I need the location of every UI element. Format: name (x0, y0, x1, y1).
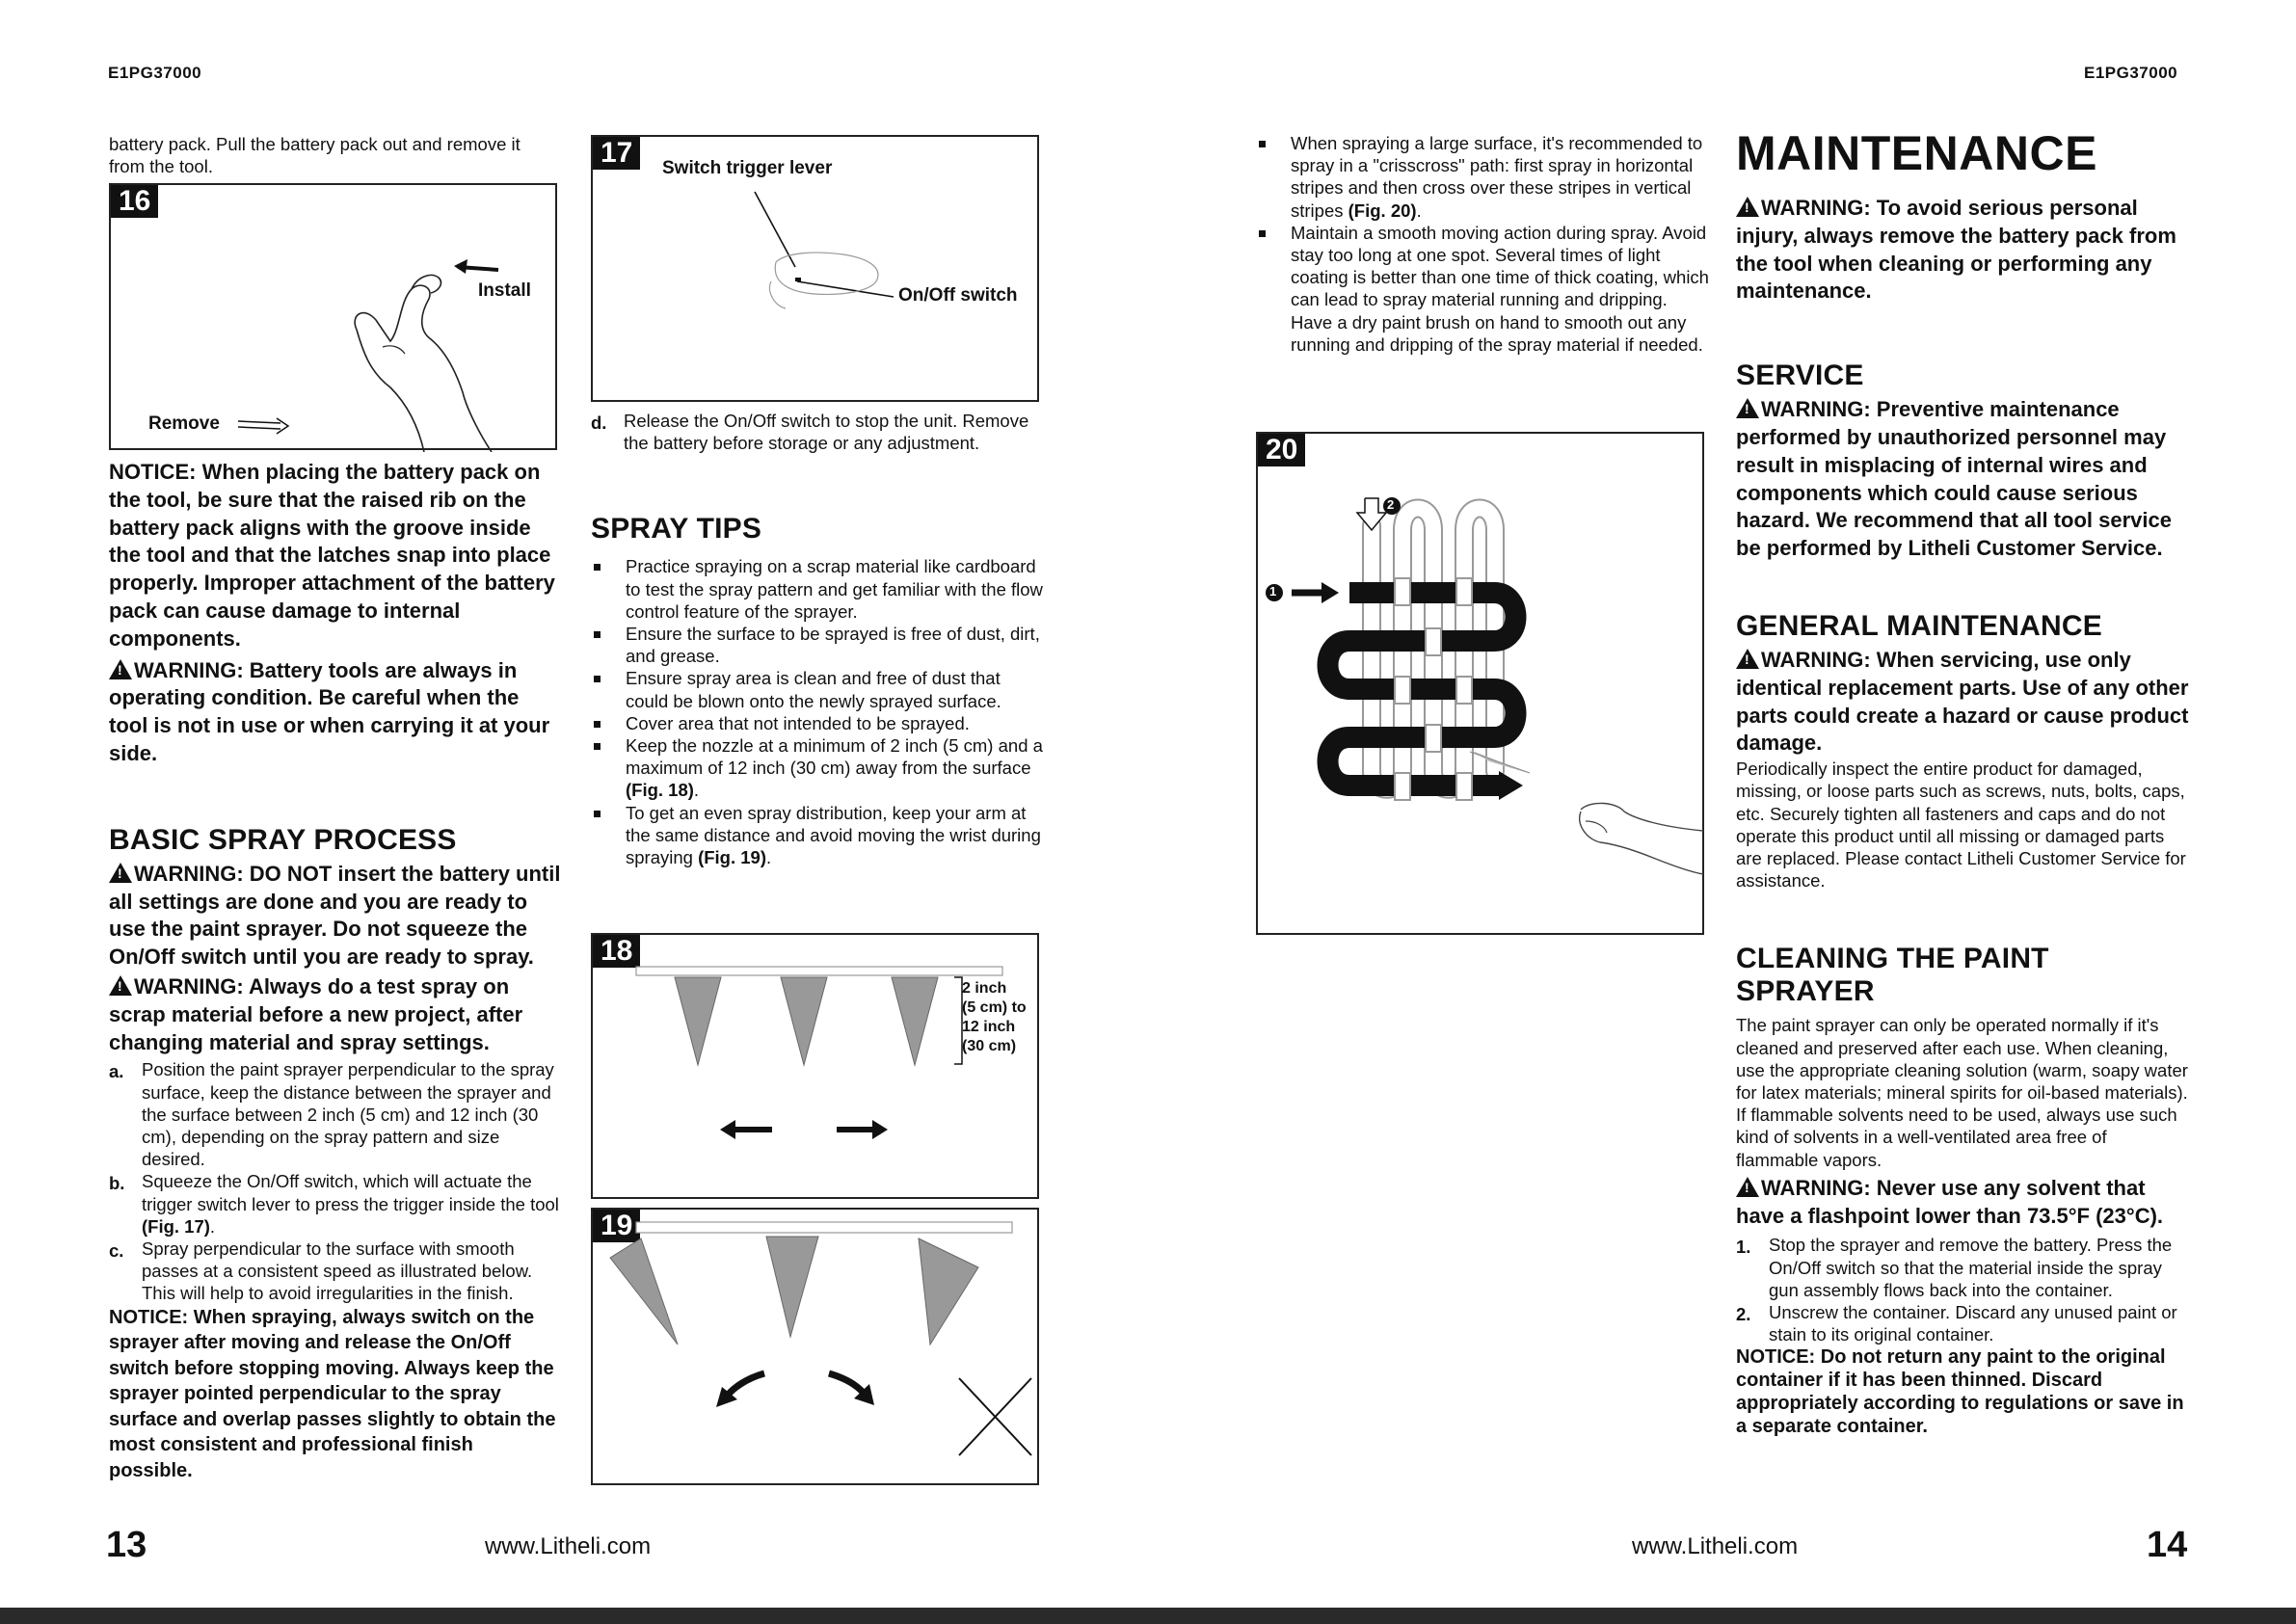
warning-battery-tools (109, 657, 562, 768)
warning-text: DO NOT insert the battery until all settings are done and you are ready to use the paint sprayer. Do not squeeze the On/Off switch until you are ready to spray. (109, 861, 561, 970)
warning-flashpoint (1736, 1175, 2189, 1231)
trigger-lever-label: Switch trigger lever (662, 158, 833, 178)
warning-label: WARNING: (1761, 397, 1871, 422)
figure-label: 16 (111, 185, 158, 218)
notice-label: NOTICE: (1736, 1346, 1816, 1369)
notice-text: Do not return any paint to the original container if it has been thinned. Discard appropriately according to regulations or save in a separate container. (1736, 1346, 2184, 1438)
document-code-left: E1PG37000 (108, 64, 202, 82)
page-number-left: 13 (106, 1525, 147, 1565)
warning-remove-battery (1736, 195, 2189, 306)
tip-item: Practice spraying on a scrap material like cardboard to test the spray pattern and get familiar with the flow control feature of the sprayer. (591, 555, 1044, 623)
figure-label: 19 (593, 1210, 640, 1242)
warning-icon (1736, 1177, 1759, 1197)
tip-item: Ensure spray area is clean and free of dust that could be blown onto the newly sprayed surface. (591, 667, 1044, 711)
cleaning-step: 1. Stop the sprayer and remove the battery. Press the On/Off switch so that the material inside the spray gun assembly flows back into the container. (1736, 1235, 2173, 1300)
marker-2: 2 (1387, 497, 1395, 512)
warning-test-spray (109, 973, 562, 1056)
figure-20 (1256, 432, 1704, 935)
notice-label: NOTICE: (109, 460, 197, 484)
general-maintenance-heading: GENERAL MAINTENANCE (1736, 609, 2102, 642)
perpendicular-spray-illustration (593, 935, 1041, 1201)
crisscross-tips-list (1256, 132, 1709, 356)
notice-label: NOTICE: (109, 1306, 189, 1328)
warning-text: Battery tools are always in operating condition. Be careful when the tool is not in use or when carrying it at your side. (109, 657, 550, 765)
cleaning-step: 2. Unscrew the container. Discard any unused paint or stain to its original container. (1736, 1302, 2177, 1345)
warning-label: WARNING: (134, 973, 244, 998)
cleaning-steps-list (1736, 1234, 2189, 1345)
marker-1: 1 (1269, 584, 1277, 599)
intro-text: battery pack. Pull the battery pack out and remove it from the tool. (109, 134, 521, 177)
column-1-lower (109, 459, 562, 1483)
warning-icon (1736, 398, 1759, 418)
tip-item: Maintain a smooth moving action during spray. Avoid stay too long at one spot. Several times of light coating is better than one time of thick coating, which can lead to spray material running and dripping. Have a dry paint brush on hand to smooth out any running and dripping of the spray material if needed. (1256, 222, 1709, 356)
basic-spray-heading: BASIC SPRAY PROCESS (109, 823, 457, 856)
warning-text: To avoid serious personal injury, always remove the battery pack from the tool when cleaning or performing any maintenance. (1736, 196, 2176, 304)
warning-text: Always do a test spray on scrap material before a new project, after changing material and spray settings. (109, 973, 523, 1054)
distance-label: 2 inch (5 cm) to 12 inch (30 cm) (962, 980, 1027, 1054)
warning-icon (109, 975, 132, 996)
maintenance-title: MAINTENANCE (1736, 126, 2097, 180)
warning-icon (109, 863, 132, 883)
notice-thinned-paint (1736, 1345, 2189, 1438)
tip-item: To get an even spray distribution, keep your arm at the same distance and avoid moving the wrist during spraying (Fig. 19). (591, 802, 1044, 869)
warning-text: Preventive maintenance performed by unauthorized personnel may result in misplacing of internal wires and components which could cause serious hazard. We recommend that all tool service be performed by Litheli Customer Service. (1736, 397, 2172, 561)
warning-icon (1736, 197, 1759, 217)
bottom-edge-bar (0, 1608, 2296, 1624)
tip-item: Keep the nozzle at a minimum of 2 inch (5 cm) and a maximum of 12 inch (30 cm) away from the surface (Fig. 18). (591, 734, 1044, 802)
step-d: d. Release the On/Off switch to stop the unit. Remove the battery before storage or any adjustment. (591, 411, 1029, 454)
warning-icon (109, 659, 132, 679)
notice-text: When placing the battery pack on the tool, be sure that the raised rib on the battery pack aligns with the groove inside the tool and that the latches snap into place properly. Improper attachment of the battery pack can cause damage to internal components. (109, 460, 555, 651)
warning-label: WARNING: (134, 861, 244, 886)
step-c: c. Spray perpendicular to the surface with smooth passes at a consistent speed as illustrated below. This will help to avoid irregularities in the finish. (109, 1238, 533, 1304)
warning-icon (1736, 649, 1759, 669)
crisscross-pattern-illustration (1258, 434, 1706, 937)
warning-replacement-parts (1736, 647, 2189, 758)
figure-label: 17 (593, 137, 640, 170)
wrist-motion-illustration (593, 1210, 1041, 1487)
service-heading: SERVICE (1736, 359, 1864, 392)
figure-16 (109, 183, 557, 450)
column-2 (591, 410, 1044, 868)
warning-label: WARNING: (1761, 196, 1871, 220)
warning-label: WARNING: (134, 657, 244, 682)
figure-17 (591, 135, 1039, 402)
spray-tips-heading: SPRAY TIPS (591, 513, 762, 546)
cleaning-text: The paint sprayer can only be operated normally if it's cleaned and preserved after each use. When cleaning, use the appropriate cleaning solution (warm, soapy water for latex materials; mineral spirits for oil-based materials). If flammable solvents need to be used, always use such kind of solvents in a well-ventilated area free of flammable vapors. (1736, 1015, 2188, 1170)
tip-item: Ensure the surface to be sprayed is free of dust, dirt, and grease. (591, 623, 1044, 667)
install-label: Install (478, 280, 531, 301)
page-number-right: 14 (2147, 1525, 2188, 1565)
notice-spraying (109, 1305, 562, 1484)
column-4 (1736, 125, 2189, 1438)
warning-text: When servicing, use only identical replacement parts. Use of any other parts could create a hazard or cause product damage. (1736, 647, 2189, 756)
column-1 (109, 133, 557, 177)
warning-text: Never use any solvent that have a flashpoint lower than 73.5°F (23°C). (1736, 1175, 2164, 1228)
spray-tips-list (591, 555, 1044, 868)
warning-do-not-insert (109, 861, 562, 972)
figure-label: 18 (593, 935, 640, 968)
notice-text: When spraying, always switch on the sprayer after moving and release the On/Off switch before stopping moving. Always keep the sprayer pointed perpendicular to the spray surface and overlap passes slightly to obtain the most consistent and professional finish possible. (109, 1306, 556, 1481)
step-d-list (591, 410, 1044, 454)
step-a: a. Position the paint sprayer perpendicular to the spray surface, keep the distance between the sprayer and the surface between 2 inch (5 cm) and 12 inch (30 cm), depending on the spray pattern and size desired. (109, 1059, 554, 1170)
figure-18 (591, 933, 1039, 1199)
warning-label: WARNING: (1761, 1175, 1871, 1200)
tip-item: When spraying a large surface, it's recommended to spray in a "crisscross" path: first spray in horizontal stripes and then cross over these stripes in vertical stripes (Fig. 20). (1256, 132, 1709, 222)
figure-label: 20 (1258, 434, 1305, 466)
figure-19 (591, 1208, 1039, 1485)
spray-steps-list (109, 1058, 562, 1304)
battery-install-illustration (111, 185, 559, 452)
footer-url-left[interactable]: www.Litheli.com (485, 1533, 652, 1559)
general-maintenance-text: Periodically inspect the entire product for damaged, missing, or loose parts such as screws, nuts, bolts, caps, etc. Securely tighten all fasteners and caps and do not operate this product until all missing or damaged parts are replaced. Please contact Litheli Customer Service for assistance. (1736, 759, 2186, 892)
remove-label: Remove (148, 413, 220, 434)
warning-label: WARNING: (1761, 647, 1871, 672)
cleaning-heading: CLEANING THE PAINT SPRAYER (1736, 943, 2049, 1008)
column-3 (1256, 132, 1709, 356)
step-b: b. Squeeze the On/Off switch, which will actuate the trigger switch lever to press the trigger inside the tool (Fig. 17). (109, 1171, 559, 1237)
notice-battery (109, 459, 562, 653)
footer-url-right[interactable]: www.Litheli.com (1632, 1533, 1799, 1559)
on-off-switch-label: On/Off switch (898, 285, 1018, 306)
warning-service (1736, 396, 2189, 563)
tip-item: Cover area that not intended to be sprayed. (591, 712, 1044, 734)
document-code-right: E1PG37000 (2084, 64, 2178, 82)
